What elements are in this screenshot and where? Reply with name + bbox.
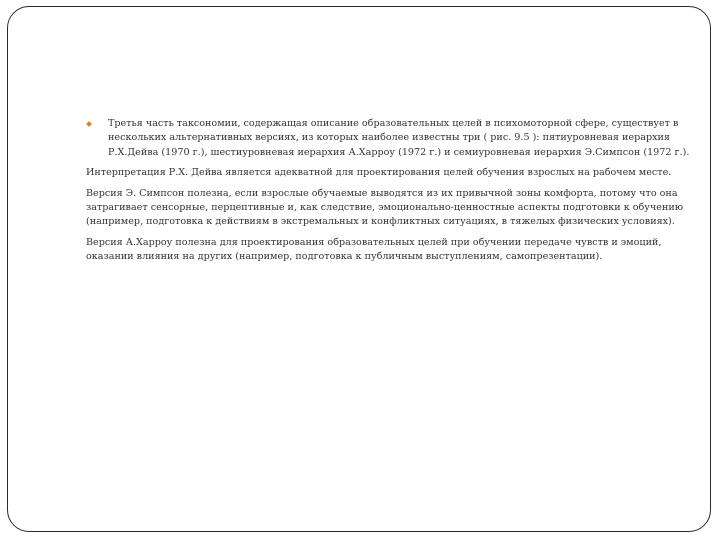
bullet-text: Третья часть таксономии, содержащая описание образовательных целей в психомоторной сфере, существует в нескольких альтернативных версиях, из которых наиболее известны три ( рис. 9.5 ): пятиуровневая иерархия Р.Х.Дейва (1970 г.), шестиуровневая иерархия А.Харроу (1972 г.) и семиуровневая иерархия Э.Симпсон (1972 г.). <box>108 118 690 158</box>
slide-frame <box>7 6 711 532</box>
paragraph-simpson: Версия Э. Симпсон полезна, если взрослые обучаемые выводятся из их привычной зоны комфорта, потому что она затрагивает сенсорные, перцептивные и, как следствие, эмоционально-ценностные аспекты подготовки к обучению (например, подготовка к действиям в экстремальных и конфликтных ситуациях, в тяжелых физических условиях). <box>86 187 684 228</box>
paragraph-dave: Интерпретация Р.Х. Дейва является адекватной для проектирования целей обучения взрослых на рабочем месте. <box>86 167 672 179</box>
paragraph-harrow: Версия А.Харроу полезна для проектирования образовательных целей при обучении передаче чувств и эмоций, оказании влияния на других (например, подготовка к публичным выступлениям, самопрезентации). <box>86 236 662 263</box>
bullet-item <box>86 117 692 160</box>
bullet-icon <box>86 121 92 127</box>
slide-content <box>86 117 692 271</box>
